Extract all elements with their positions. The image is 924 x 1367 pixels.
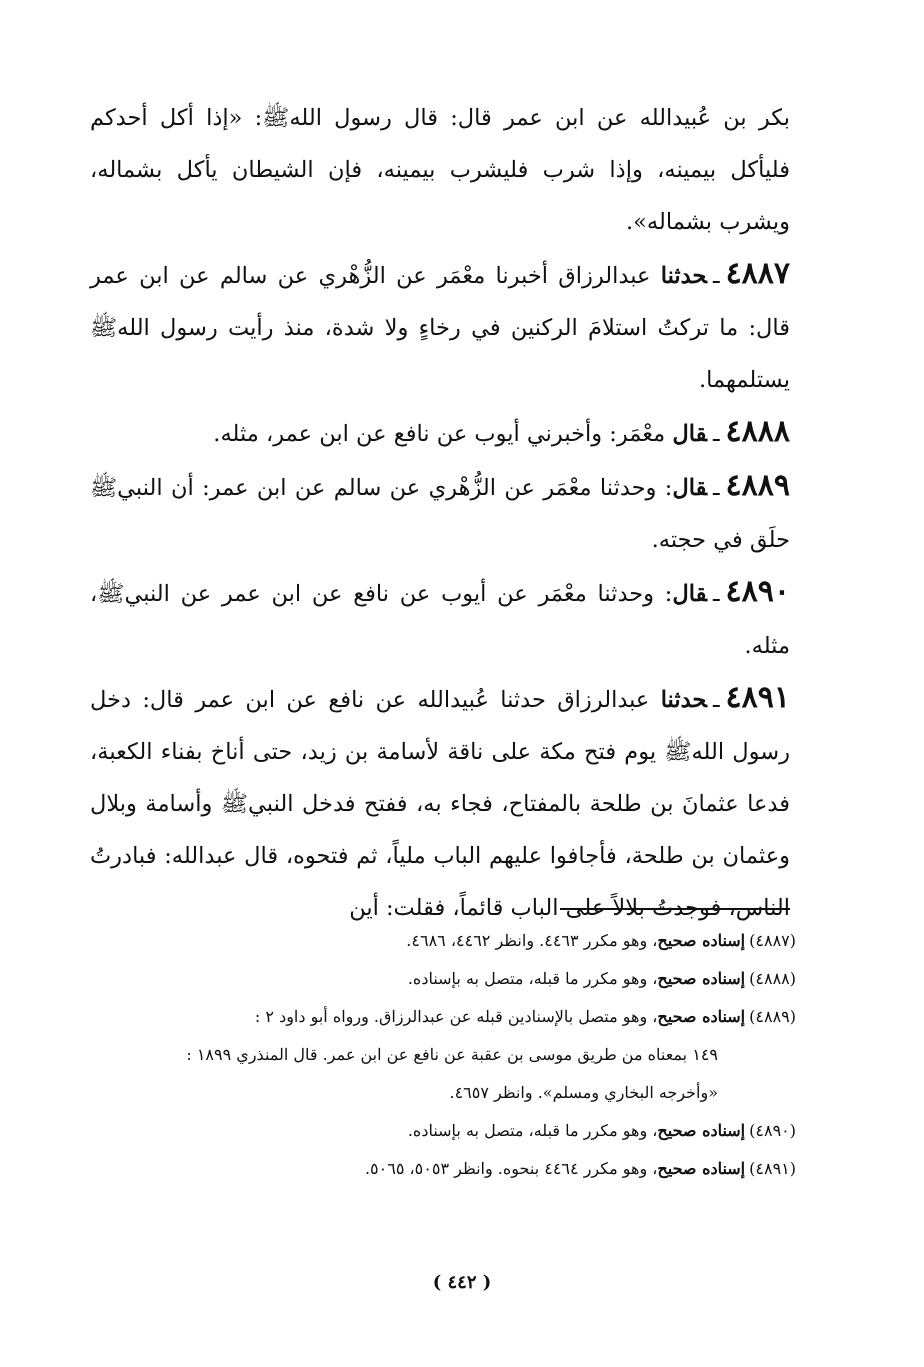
main-text bbox=[90, 92, 790, 934]
footnote-4890 bbox=[88, 1112, 796, 1150]
footnote-4889 bbox=[88, 998, 796, 1112]
hadith-text: عبدالرزاق حدثنا عُبيدالله عن نافع عن ابن عمر قال: دخل رسول اللهﷺ يوم فتح مكة على ناقة لأسامة بن زيد، حتى أناخ بفناء الكعبة، فدعا عثمانَ بن طلحة بالمفتاح، فجاء به، ففتح فدخل النبيﷺ وأسامة وبلال وعثمان بن طلحة، فأجافوا عليهم الباب ملياً، ثم فتحوه، قال عبدالله: فبادرتُ الناس، فوجدتُ بلالاً على الباب قائماً، فقلت: أين bbox=[90, 687, 790, 921]
footnote-text-line: «وأخرجه البخاري ومسلم». وانظر ٤٦٥٧. bbox=[449, 1083, 718, 1102]
paragraph-continuation bbox=[90, 92, 790, 248]
hadith-number: ٤٨٨٧ bbox=[725, 256, 791, 291]
hadith-text: : وحدثنا معْمَر عن الزُّهْري عن سالم عن ابن عمر: أن النبيﷺ حلَق في حجته. bbox=[90, 475, 790, 553]
hadith-keyword: قال bbox=[672, 421, 707, 447]
footnote-number: (٤٨٩٠) bbox=[749, 1121, 796, 1140]
footnote-text: ، وهو متصل بالإسنادين قبله عن عبدالرزاق. ورواه أبو داود ٢ : bbox=[254, 1007, 658, 1026]
hadith-number: ٤٨٩٠ bbox=[725, 574, 790, 609]
footnote-grading: إسناده صحيح bbox=[657, 931, 746, 950]
footnote-text: ، وهو مكرر ما قبله، متصل به بإسناده. bbox=[407, 1121, 658, 1140]
dash: ـ bbox=[712, 581, 720, 607]
hadith-4888 bbox=[90, 406, 790, 460]
hadith-number: ٤٨٨٨ bbox=[725, 414, 790, 449]
footnote-number: (٤٨٨٨) bbox=[749, 969, 796, 988]
hadith-keyword: قال bbox=[672, 581, 707, 607]
hadith-keyword: حدثنا bbox=[660, 263, 707, 289]
footnote-text: ، وهو مكرر ٤٤٦٣. وانظر ٤٤٦٢، ٤٦٨٦. bbox=[406, 931, 658, 950]
dash: ـ bbox=[712, 263, 720, 289]
hadith-keyword: قال bbox=[672, 475, 707, 501]
footnote-text-line: ١٤٩ بمعناه من طريق موسى بن عقبة عن نافع عن ابن عمر. قال المنذري ١٨٩٩ : bbox=[186, 1045, 718, 1064]
footnote-number: (٤٨٩١) bbox=[749, 1159, 796, 1178]
paragraph-text: بكر بن عُبيدالله عن ابن عمر قال: قال رسول اللهﷺ: «إذا أكل أحدكم فليأكل بيمينه، وإذا شرب فليشرب بيمينه، فإن الشيطان يأكل بشماله، ويشرب بشماله». bbox=[90, 105, 790, 235]
hadith-keyword: حدثنا bbox=[660, 687, 707, 713]
hadith-text: معْمَر: وأخبرني أيوب عن نافع عن ابن عمر، مثله. bbox=[213, 421, 666, 447]
hadith-text: : وحدثنا معْمَر عن أيوب عن نافع عن ابن عمر عن النبيﷺ، مثله. bbox=[90, 581, 790, 659]
hadith-number: ٤٨٩١ bbox=[725, 680, 790, 715]
hadith-4891 bbox=[90, 672, 790, 934]
hadith-text: عبدالرزاق أخبرنا معْمَر عن الزُّهْري عن سالم عن ابن عمر قال: ما تركتُ استلامَ الركنين في رخاءٍ ولا شدة، منذ رأيت رسول اللهﷺ يستلمهما. bbox=[90, 263, 790, 393]
footnote-divider bbox=[560, 908, 790, 910]
footnote-grading: إسناده صحيح bbox=[657, 1159, 746, 1178]
footnote-grading: إسناده صحيح bbox=[657, 969, 746, 988]
footnote-text: ، وهو مكرر ٤٤٦٤ بنحوه. وانظر ٥٠٥٣، ٥٠٦٥. bbox=[364, 1159, 658, 1178]
footnote-grading: إسناده صحيح bbox=[657, 1007, 746, 1026]
footnote-4887 bbox=[88, 922, 796, 960]
dash: ـ bbox=[712, 687, 720, 713]
dash: ـ bbox=[712, 475, 720, 501]
page-number: ( ٤٤٢ ) bbox=[432, 1272, 492, 1293]
footnote-number: (٤٨٨٩) bbox=[749, 1007, 796, 1026]
footnotes bbox=[88, 922, 796, 1188]
footnote-4888 bbox=[88, 960, 796, 998]
dash: ـ bbox=[712, 421, 720, 447]
hadith-4889 bbox=[90, 460, 790, 566]
footnote-4891 bbox=[88, 1150, 796, 1188]
footnote-text: ، وهو مكرر ما قبله، متصل به بإسناده. bbox=[407, 969, 658, 988]
hadith-4887 bbox=[90, 248, 790, 406]
footnote-grading: إسناده صحيح bbox=[657, 1121, 746, 1140]
footnote-number: (٤٨٨٧) bbox=[749, 931, 796, 950]
hadith-number: ٤٨٨٩ bbox=[725, 468, 790, 503]
hadith-4890 bbox=[90, 566, 790, 672]
